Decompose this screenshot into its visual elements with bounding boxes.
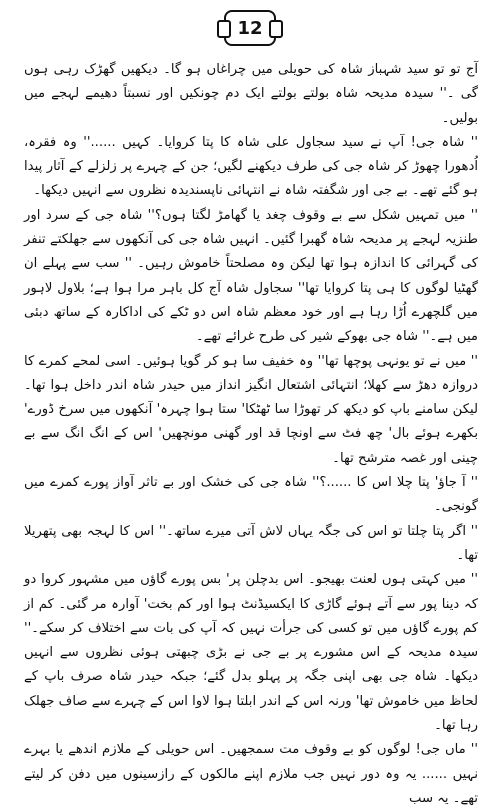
paragraph: '' شاہ جی! آپ نے سید سجاول علی شاہ کا پتا کروایا۔ کہیں ......'' وہ فقرہ، اُدھورا چھوڑ کر شاہ جی کی طرف دیکھنے لگیں؛ جن کے چہرے پر زلزلے کے آثار پیدا ہو گئے تھے۔ بے جی اور شگفتہ شاہ نے انتہائی ناپسندیدہ نظروں سے انہیں دیکھا۔ xyxy=(24,134,478,199)
paragraph: '' میں تمہیں شکل سے بے وقوف چغد یا گھامڑ لگتا ہوں؟'' شاہ جی کے سرد اور طنزیہ لہجے پر مدیحہ شاہ گھبرا گئیں۔ انہیں شاہ جی کی آنکھوں سے جھلکتے تنفر کی گہرائی کا اندازہ ہوا تھا لیکن وہ مصلحتاً خاموش رہیں۔ '' سب سے پہلے ان گھٹیا لوگوں کا ہی پتا کروایا تھا'' سجاول شاہ آج کل باہر مرا ہوا ہے؛ بلاول لاہور میں گلچھرے اُڑا رہا ہے اور خود معظم شاہ اس دو ٹکے کی اداکارہ کے ساتھ دبئی میں ہے۔'' شاہ جی بھوکے شیر کی طرح غرائے تھے۔ xyxy=(24,207,478,345)
paragraph: '' آ جاؤ' پتا چلا اس کا ......؟'' شاہ جی کی خشک اور بے تاثر آواز پورے کمرے میں گونجی۔ xyxy=(24,475,478,515)
paragraph: '' میں نے تو یونہی پوچھا تھا'' وہ خفیف سا ہو کر گویا ہوئیں۔ اسی لمحے کمرے کا دروازہ دھڑ سے کھلا؛ انتہائی اشتعال انگیز انداز میں حیدر شاہ اندر داخل ہوا تھا۔ لیکن سامنے باپ کو دیکھ کر تھوڑا سا ٹھٹکا' ستا ہوا چہرہ' آنکھوں میں سرخ ڈورے' بکھرے ہوئے بال' چھ فٹ سے اونچا قد اور گھنی مونچھیں' اس کے انگ انگ سے بے چینی اور غصہ مترشح تھا۔ xyxy=(24,353,478,466)
paragraph: آج تو تو سید شہباز شاہ کی حویلی میں چراغاں ہو گا۔ دیکھیں گھڑک رہی ہوں گی ۔'' سیدہ مدیحہ شاہ بولتے بولتے ایک دم چونکیں اور نسبتاً دھیمے لہجے میں بولیں۔ xyxy=(24,62,478,126)
page-body xyxy=(24,58,478,811)
page-number: 12 xyxy=(237,17,263,39)
paragraph: '' اگر پتا چلتا تو اس کی جگہ یہاں لاش آتی میرے ساتھ۔'' اس کا لہجہ بھی پتھریلا تھا۔ xyxy=(24,523,478,563)
paragraph: '' میں کہتی ہوں لعنت بھیجو۔ اس بدچلن پر' بس پورے گاؤں میں مشہور کروا دو کہ دینا پور سے آتے ہوئے گاڑی کا ایکسیڈنٹ ہوا اور کم بخت' آوارہ مر گئی۔ کم از کم پورے گاؤں میں تو کسی کی جرأت نہیں کہ آپ کی بات سے اختلاف کر سکے۔'' سیدہ مدیحہ کے اس مشورے پر بے جی نے بڑی چبھتی ہوئی نظروں سے انہیں دیکھا۔ شاہ جی بھی اپنی جگہ پر پہلو بدل گئے؛ جبکہ حیدر شاہ صرف باپ کے لحاظ میں خاموش تھا' ورنہ اس کے اندر ابلتا ہوا لاوا اس کے چہرے سے صاف جھلک رہا تھا۔ xyxy=(24,572,478,734)
paragraph: '' ماں جی! لوگوں کو بے وقوف مت سمجھیں۔ اس حویلی کے ملازم اندھے یا بہرے نہیں ...... یہ وہ دور نہیں جب ملازم اپنے مالکوں کے رازسینوں میں دفن کر لیتے تھے۔ یہ سب xyxy=(24,742,478,806)
page-number-badge xyxy=(224,10,276,46)
